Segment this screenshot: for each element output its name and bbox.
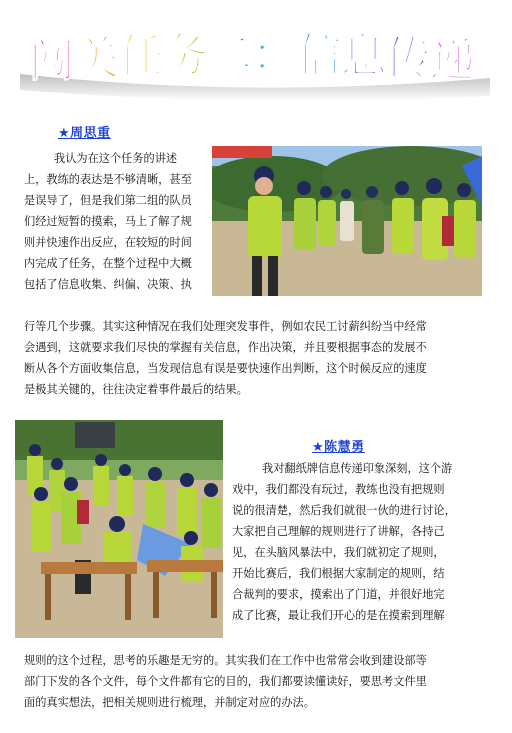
- paragraph-2-full: [24, 650, 494, 713]
- title-char: 递: [429, 33, 476, 87]
- text-line: 们经过短暂的摸索，马上了解了规: [24, 215, 192, 228]
- text-line: 部门下发的各个文件，每个文件都有它的目的，我们都要读懂读好，要思考文件里: [24, 675, 427, 688]
- text-line: 大家把自己理解的规则进行了讲解，各持己: [232, 525, 445, 538]
- author-name-1: ★周思重: [58, 126, 111, 141]
- title-banner: [0, 4, 512, 100]
- paragraph-2-wrapped: [232, 458, 496, 626]
- page-title: [29, 27, 476, 87]
- title-char: 任: [118, 29, 164, 84]
- team-photo-1: [212, 146, 482, 296]
- paragraph-1-wrapped: [24, 148, 208, 295]
- text-line: 说的很清楚，然后我们就很一伙的进行讨论，: [232, 504, 456, 517]
- text-line: 见，在头脑风暴法中，我们就初定了规则，: [232, 546, 445, 559]
- title-char: 息: [340, 29, 387, 84]
- title-char: 信: [296, 27, 342, 82]
- text-line: 则并快速作出反应，在较短的时间: [24, 236, 192, 249]
- text-line: 面的真实想法，把相关规则进行梳理，并制定对应的办法。: [24, 696, 315, 709]
- team-photo-2: [15, 420, 223, 638]
- title-char: 二: [207, 27, 253, 82]
- text-line: 戏中，我们都没有玩过，教练也没有把规则: [232, 483, 445, 496]
- title-char: ：: [251, 27, 298, 82]
- title-char: 关: [73, 30, 120, 85]
- text-line: 开始比赛后，我们根据大家制定的规则，结: [232, 567, 445, 580]
- text-line: 合裁判的要求，摸索出了门道，并很好地完: [232, 588, 445, 601]
- text-line: 内完成了任务，在整个过程中大概: [24, 257, 192, 270]
- text-line: 是极其关键的，往往决定着事件最后的结果。: [24, 383, 248, 396]
- text-line: 上，教练的表达是不够清晰，甚至: [24, 173, 192, 186]
- author-name-2: ★陈慧勇: [312, 440, 365, 455]
- text-line: 成了比赛，最让我们开心的是在摸索到理解: [232, 609, 445, 622]
- text-line: 我认为在这个任务的讲述: [54, 152, 178, 165]
- text-line: 是误导了，但是我们第二组的队员: [24, 194, 192, 207]
- text-line: 包括了信息收集、纠偏、决策、执: [24, 278, 192, 291]
- text-line: 规则的这个过程，思考的乐趣是无穷的。其实我们在工作中也常常会收到建设部等: [24, 654, 427, 667]
- paragraph-1-full: [24, 316, 490, 400]
- title-char: 务: [162, 27, 209, 82]
- title-char: 传: [385, 30, 431, 85]
- text-line: 断从各个方面收集信息，当发现信息有误是要快速作出判断，这个时候反应的速度: [24, 362, 427, 375]
- title-char: 闯: [29, 33, 75, 87]
- text-line: 行等几个步骤。其实这种情况在我们处理突发事件，例如农民工讨薪纠纷当中经常: [24, 320, 427, 333]
- text-line: 会遇到，这就要求我们尽快的掌握有关信息，作出决策，并且要根据事态的发展不: [24, 341, 427, 354]
- text-line: 我对翻纸牌信息传递印象深刻，这个游: [262, 462, 453, 475]
